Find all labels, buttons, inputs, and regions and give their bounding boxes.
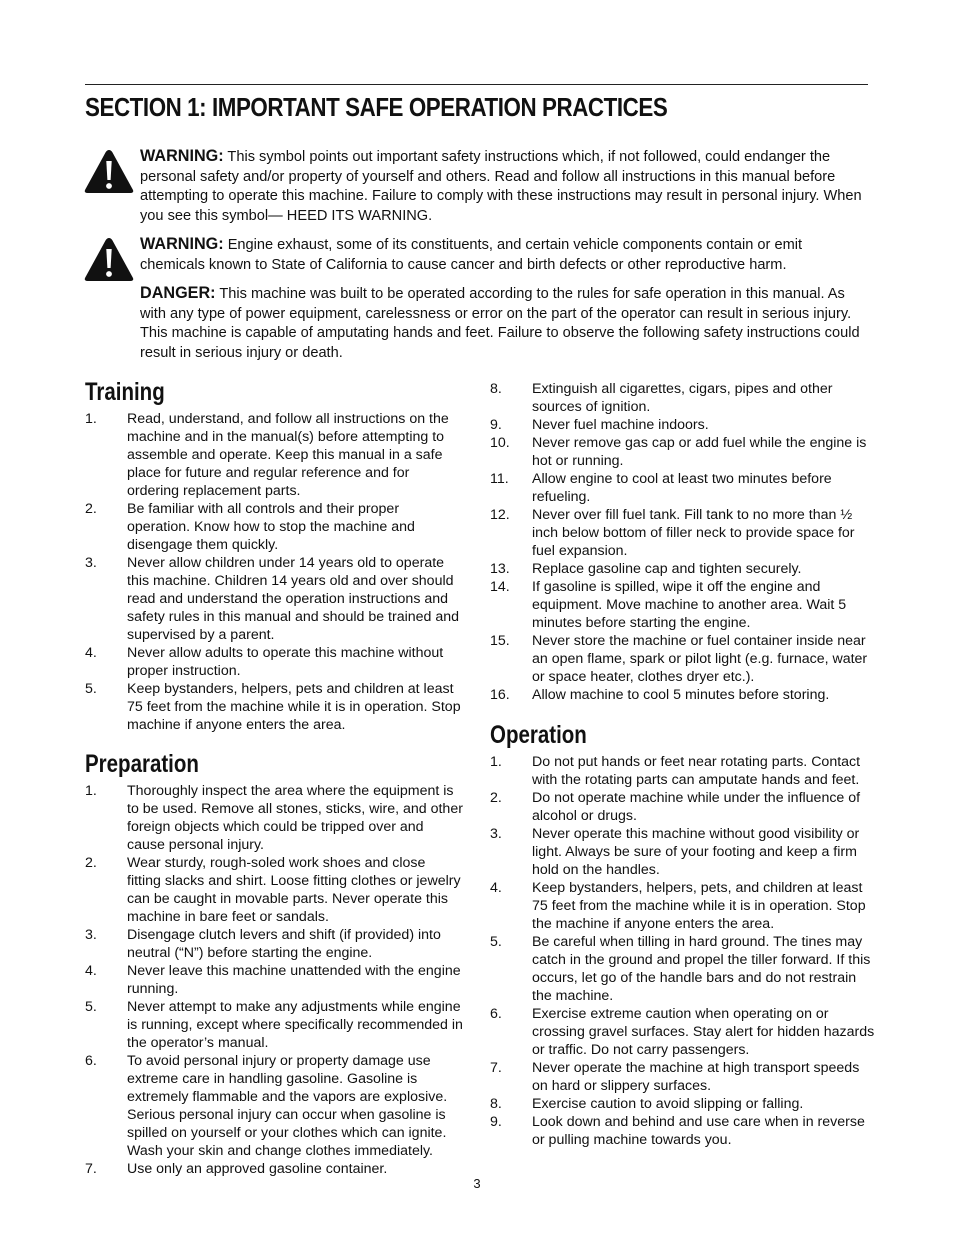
item-number: 13.	[490, 561, 510, 577]
item-number: 3.	[85, 927, 97, 943]
item-number: 9.	[490, 417, 502, 433]
list-item	[490, 380, 875, 416]
warning-notice-2	[140, 235, 870, 275]
list-item	[490, 1113, 875, 1149]
list-item	[490, 1095, 875, 1113]
header-rule	[85, 84, 868, 85]
right-column	[490, 380, 875, 1149]
item-number: 4.	[85, 963, 97, 979]
item-text: Replace gasoline cap and tighten securely.	[532, 561, 802, 577]
item-number: 2.	[85, 501, 97, 517]
item-number: 7.	[85, 1161, 97, 1177]
operation-list	[490, 753, 875, 1149]
item-text: Do not put hands or feet near rotating parts. Contact with the rotating parts can amputate hands and feet.	[532, 754, 861, 788]
item-number: 9.	[490, 1114, 502, 1130]
list-item	[85, 554, 463, 644]
list-item	[85, 644, 463, 680]
preparation-heading: Preparation	[85, 750, 199, 778]
list-item	[490, 434, 875, 470]
list-item	[490, 753, 875, 789]
item-number: 6.	[85, 1053, 97, 1069]
list-item	[490, 789, 875, 825]
warning-triangle-icon	[84, 237, 134, 282]
list-item	[490, 416, 875, 434]
item-number: 5.	[490, 934, 502, 950]
operation-heading: Operation	[490, 721, 587, 749]
item-text: Allow machine to cool 5 minutes before storing.	[532, 687, 830, 703]
item-number: 16.	[490, 687, 510, 703]
item-number: 8.	[490, 381, 502, 397]
item-text: Never attempt to make any adjustments while engine is running, except where specifically recommended in the operator’s manual.	[127, 999, 463, 1051]
item-number: 14.	[490, 579, 510, 595]
item-number: 12.	[490, 507, 510, 523]
item-text: Keep bystanders, helpers, pets and children at least 75 feet from the machine while it is in operation. Stop machine if anyone enters the area.	[127, 681, 461, 733]
item-text: Do not operate machine while under the influence of alcohol or drugs.	[532, 790, 861, 824]
item-text: Never allow adults to operate this machine without proper instruction.	[127, 645, 444, 679]
item-number: 5.	[85, 999, 97, 1015]
list-item	[85, 410, 463, 500]
list-item	[85, 1052, 463, 1160]
item-text: Never operate the machine at high transport speeds on hard or slippery surfaces.	[532, 1060, 860, 1094]
item-text: Never remove gas cap or add fuel while the engine is hot or running.	[532, 435, 867, 469]
item-number: 5.	[85, 681, 97, 697]
item-text: Be familiar with all controls and their proper operation. Know how to stop the machine and disengage them quickly.	[127, 501, 415, 553]
left-column	[85, 378, 463, 1178]
list-item	[85, 998, 463, 1052]
notice-text: Engine exhaust, some of its constituents, and certain vehicle components contain or emit chemicals known to State of California to cause cancer and birth defects or other reproductive harm.	[140, 237, 803, 273]
list-item	[85, 782, 463, 854]
item-number: 1.	[490, 754, 502, 770]
training-list	[85, 410, 463, 734]
item-number: 7.	[490, 1060, 502, 1076]
item-number: 10.	[490, 435, 510, 451]
preparation-list-continued	[490, 380, 875, 704]
list-item	[85, 926, 463, 962]
list-item	[490, 578, 875, 632]
item-text: Be careful when tilling in hard ground. The tines may catch in the ground and propel the tiller forward. If this occurs, let go of the handle bars and do not restrain the machine.	[532, 934, 871, 1004]
item-text: Read, understand, and follow all instructions on the machine and in the manual(s) before attempting to assemble and operate. Keep this manual in a safe place for future and regular reference and for ordering replacement parts.	[127, 411, 449, 499]
item-text: Exercise extreme caution when operating on or crossing gravel surfaces. Stay alert for hidden hazards or traffic. Do not carry passengers.	[532, 1006, 875, 1058]
item-text: Keep bystanders, helpers, pets, and children at least 75 feet from the machine while it is in operation. Stop the machine if anyone enters the area.	[532, 880, 866, 932]
list-item	[490, 879, 875, 933]
item-number: 2.	[85, 855, 97, 871]
item-text: Never over fill fuel tank. Fill tank to no more than ½ inch below bottom of filler neck to provide space for fuel expansion.	[532, 507, 855, 559]
preparation-list	[85, 782, 463, 1178]
list-item	[490, 470, 875, 506]
danger-notice	[140, 284, 870, 363]
item-text: Never store the machine or fuel container inside near an open flame, spark or pilot light (e.g. furnace, water or space heater, clothes dryer etc.).	[532, 633, 868, 685]
list-item	[490, 506, 875, 560]
notice-text: This symbol points out important safety instructions which, if not followed, could endanger the personal safety and/or property of yourself and others. Read and follow all instructions in this manual before attempting to operate this machine. Failure to comply with these instructions may result in personal injury. When you see this symbol— HEED ITS WARNING.	[140, 149, 862, 224]
item-text: Disengage clutch levers and shift (if provided) into neutral (“N”) before starting the engine.	[127, 927, 441, 961]
list-item	[490, 560, 875, 578]
item-text: Never fuel machine indoors.	[532, 417, 709, 433]
item-number: 4.	[85, 645, 97, 661]
notice-label: WARNING:	[140, 147, 224, 165]
item-text: To avoid personal injury or property damage use extreme care in handling gasoline. Gasoline is extremely flammable and the vapors are explosive. Serious personal injury can occur when gasoline is spilled on yourself or your clothes which can ignite. Wash your skin and change clothes immediately.	[127, 1053, 448, 1159]
section-title: SECTION 1: IMPORTANT SAFE OPERATION PRACTICES	[85, 92, 668, 122]
item-text: Never allow children under 14 years old to operate this machine. Children 14 years old and over should read and understand the operation instructions and safety rules in this manual and should be trained and supervised by a parent.	[127, 555, 460, 643]
warning-notice-1	[140, 147, 870, 226]
item-text: Thoroughly inspect the area where the equipment is to be used. Remove all stones, sticks, wire, and other foreign objects which could be tripped over and cause personal injury.	[127, 783, 463, 853]
item-number: 1.	[85, 411, 97, 427]
list-item	[85, 962, 463, 998]
list-item	[85, 500, 463, 554]
item-number: 2.	[490, 790, 502, 806]
item-number: 8.	[490, 1096, 502, 1112]
item-text: Wear sturdy, rough-soled work shoes and close fitting slacks and shirt. Loose fitting clothes or jewelry can be caught in movable parts. Never operate this machine in bare feet or sandals.	[127, 855, 461, 925]
item-text: Exercise caution to avoid slipping or falling.	[532, 1096, 804, 1112]
item-text: Never leave this machine unattended with the engine running.	[127, 963, 461, 997]
training-heading: Training	[85, 378, 165, 406]
item-number: 4.	[490, 880, 502, 896]
warning-triangle-icon	[84, 149, 134, 194]
list-item	[490, 933, 875, 1005]
item-text: Allow engine to cool at least two minutes before refueling.	[532, 471, 832, 505]
list-item	[490, 1059, 875, 1095]
list-item	[85, 854, 463, 926]
list-item	[490, 1005, 875, 1059]
item-text: Look down and behind and use care when in reverse or pulling machine towards you.	[532, 1114, 865, 1148]
item-number: 11.	[490, 471, 509, 487]
item-text: Use only an approved gasoline container.	[127, 1161, 388, 1177]
item-text: Never operate this machine without good visibility or light. Always be sure of your footing and keep a firm hold on the handles.	[532, 826, 860, 878]
notice-label: DANGER:	[140, 284, 216, 302]
item-number: 3.	[490, 826, 502, 842]
list-item	[490, 632, 875, 686]
item-number: 3.	[85, 555, 97, 571]
list-item	[490, 825, 875, 879]
item-text: If gasoline is spilled, wipe it off the engine and equipment. Move machine to another area. Wait 5 minutes before starting the engine.	[532, 579, 847, 631]
list-item	[490, 686, 875, 704]
notice-text: This machine was built to be operated according to the rules for safe operation in this manual. As with any type of power equipment, carelessness or error on the part of the operator can result in serious injury. This machine is capable of amputating hands and feet. Failure to observe the following safety instructions could result in serious injury or death.	[140, 286, 860, 361]
page-number: 3	[473, 1176, 481, 1191]
item-number: 15.	[490, 633, 510, 649]
item-number: 1.	[85, 783, 97, 799]
notice-label: WARNING:	[140, 235, 224, 253]
item-text: Extinguish all cigarettes, cigars, pipes and other sources of ignition.	[532, 381, 833, 415]
item-number: 6.	[490, 1006, 502, 1022]
list-item	[85, 680, 463, 734]
